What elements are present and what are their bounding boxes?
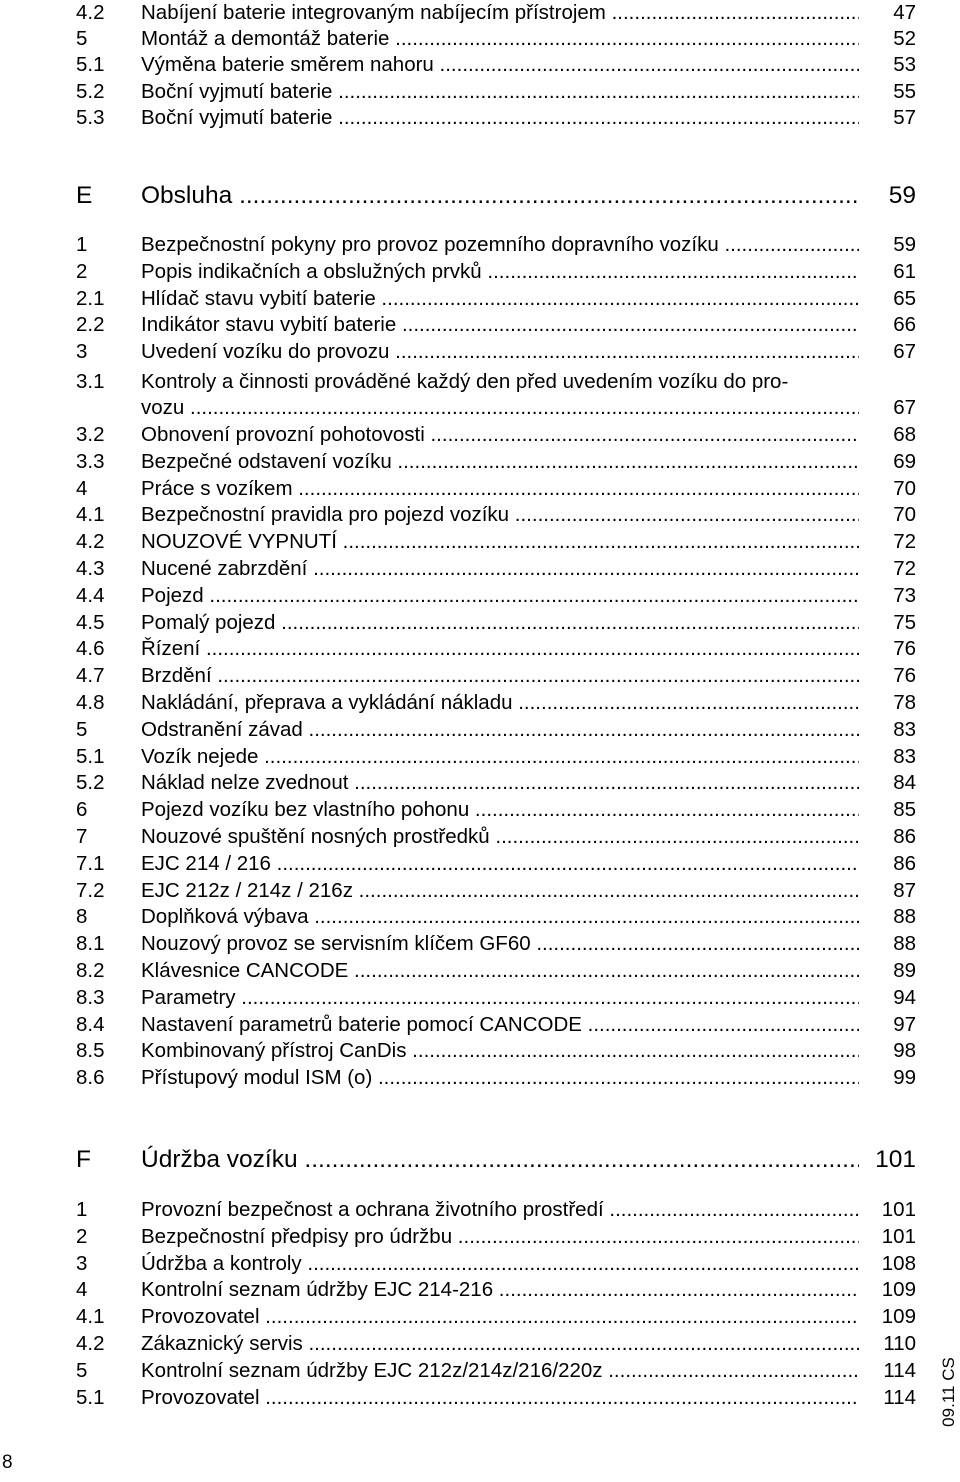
entry-page: 85 xyxy=(893,798,916,822)
toc-entry[interactable] xyxy=(76,449,916,475)
entry-title: Pojezd ..... xyxy=(141,583,859,609)
toc-entry[interactable] xyxy=(76,583,916,609)
toc-entry[interactable] xyxy=(76,1224,916,1250)
entry-page: 114 xyxy=(883,1358,916,1382)
entry-number: 5.3 xyxy=(76,105,105,129)
entry-title: Nabíjení baterie integrovaným nabíjecím přístrojem ..... xyxy=(141,0,859,26)
entry-page: 67 xyxy=(893,396,916,419)
entry-title: Výměna baterie směrem nahoru ..... xyxy=(141,52,859,78)
entry-number: 8.2 xyxy=(76,959,105,982)
entry-page: 99 xyxy=(893,1066,916,1090)
entry-title: Bezpečnostní pokyny pro provoz pozemního dopravního vozíku ..... xyxy=(141,232,859,258)
entry-number: 5.1 xyxy=(76,744,105,768)
toc-entry[interactable] xyxy=(76,663,916,689)
toc-entry[interactable] xyxy=(76,824,916,850)
entry-number: 2 xyxy=(76,1224,88,1248)
toc-entry[interactable] xyxy=(76,259,916,285)
toc-entry[interactable] xyxy=(76,79,916,105)
toc-entry[interactable] xyxy=(76,556,916,582)
entry-number: 2 xyxy=(76,259,88,283)
chapter-heading[interactable] xyxy=(76,179,916,213)
entry-page: 59 xyxy=(893,233,916,256)
toc-entry[interactable] xyxy=(76,851,916,877)
toc-entry[interactable] xyxy=(76,1065,916,1091)
entry-page: 98 xyxy=(893,1039,916,1063)
entry-number: 4.3 xyxy=(76,557,105,580)
entry-page: 66 xyxy=(893,313,916,337)
toc-entry[interactable] xyxy=(76,636,916,662)
toc-entry[interactable] xyxy=(76,1012,916,1038)
entry-title: Náklad nelze zvednout ..... xyxy=(141,770,859,796)
entry-number: 4.7 xyxy=(76,664,105,688)
entry-number: 5.1 xyxy=(76,53,105,77)
toc-entry[interactable] xyxy=(76,1385,916,1411)
toc-entry[interactable] xyxy=(76,797,916,823)
toc-entry[interactable] xyxy=(76,502,916,528)
entry-page: 61 xyxy=(893,259,916,283)
entry-page: 86 xyxy=(893,851,916,875)
entry-title: NOUZOVÉ VYPNUTÍ ..... xyxy=(141,529,859,555)
entry-title: Indikátor stavu vybití baterie ..... xyxy=(141,312,859,338)
entry-page: 76 xyxy=(893,637,916,661)
entry-number: 6 xyxy=(76,798,88,822)
entry-title: Nakládání, přeprava a vykládání nákladu ..... xyxy=(141,690,859,716)
entry-page: 70 xyxy=(893,503,916,527)
entry-title: EJC 214 / 216 ..... xyxy=(141,851,859,877)
entry-number: 7.2 xyxy=(76,878,105,902)
entry-page: 109 xyxy=(881,1278,916,1302)
entry-title: Odstranění závad ..... xyxy=(141,717,859,743)
entry-number: 8.5 xyxy=(76,1039,105,1063)
toc-entry[interactable] xyxy=(76,1251,916,1277)
entry-number: 4.5 xyxy=(76,610,105,634)
entry-page: 55 xyxy=(893,79,916,103)
toc-entry[interactable] xyxy=(76,312,916,338)
entry-number: 5 xyxy=(76,27,88,51)
entry-number: 3.3 xyxy=(76,449,105,473)
toc-entry[interactable] xyxy=(76,610,916,636)
toc-entry[interactable] xyxy=(76,744,916,770)
entry-title: Provozovatel ..... xyxy=(141,1304,859,1330)
entry-page: 57 xyxy=(893,105,916,129)
entry-page: 72 xyxy=(893,530,916,554)
entry-title: Klávesnice CANCODE ..... xyxy=(141,958,859,984)
toc-entry[interactable] xyxy=(76,770,916,796)
entry-number: 5 xyxy=(76,1358,88,1382)
toc-entry[interactable] xyxy=(76,878,916,904)
toc-entry[interactable] xyxy=(76,1197,916,1223)
entry-page: 101 xyxy=(881,1224,916,1248)
entry-title: Bezpečnostní pravidla pro pojezd vozíku ..... xyxy=(141,502,859,528)
entry-number: 4.4 xyxy=(76,583,105,607)
entry-title: Údržba a kontroly ..... xyxy=(141,1251,859,1277)
entry-page: 83 xyxy=(893,717,916,741)
entry-title: Brzdění ..... xyxy=(141,663,859,689)
toc-entry[interactable] xyxy=(76,232,916,258)
entry-page: 114 xyxy=(883,1385,916,1409)
entry-title: Nastavení parametrů baterie pomocí CANCODE ..... xyxy=(141,1012,859,1038)
entry-page: 69 xyxy=(893,449,916,473)
entry-title: Obsluha ..... xyxy=(141,179,859,213)
entry-title: Nouzové spuštění nosných prostředků ..... xyxy=(141,824,859,850)
entry-title: Přístupový modul ISM (o) ..... xyxy=(141,1065,859,1091)
entry-title: Řízení ..... xyxy=(141,636,859,662)
entry-page: 67 xyxy=(893,340,916,364)
entry-title: Provozní bezpečnost a ochrana životního prostředí ..... xyxy=(141,1197,859,1223)
entry-title: Bezpečné odstavení vozíku ..... xyxy=(141,449,859,475)
toc-entry[interactable] xyxy=(76,529,916,555)
toc-entry[interactable] xyxy=(76,985,916,1011)
entry-number: F xyxy=(76,1146,91,1173)
entry-number: 4.8 xyxy=(76,691,105,714)
entry-title: Boční vyjmutí baterie ..... xyxy=(141,79,859,105)
entry-number: 8.1 xyxy=(76,932,105,956)
entry-title: Kontrolní seznam údržby EJC 214-216 ..... xyxy=(141,1277,859,1303)
entry-number: 1 xyxy=(76,233,88,256)
entry-title-line2: vozu ..... xyxy=(141,395,859,421)
toc-entry[interactable] xyxy=(76,931,916,957)
entry-number: 3 xyxy=(76,1251,88,1275)
entry-page: 70 xyxy=(893,476,916,500)
entry-number: 4 xyxy=(76,476,88,500)
entry-page: 72 xyxy=(893,557,916,580)
entry-page: 47 xyxy=(893,1,916,24)
entry-number: 4.2 xyxy=(76,1332,105,1355)
toc-entry[interactable] xyxy=(76,717,916,743)
entry-title: Doplňková výbava ..... xyxy=(141,904,859,930)
toc-entry[interactable] xyxy=(76,26,916,52)
toc-entry[interactable] xyxy=(76,286,916,312)
edition-date-text: 09.11 CS xyxy=(939,1357,958,1427)
entry-title: Popis indikačních a obslužných prvků ..... xyxy=(141,259,859,285)
entry-number: 4.2 xyxy=(76,1,105,24)
entry-page: 101 xyxy=(875,1146,916,1173)
entry-page: 101 xyxy=(881,1198,916,1221)
entry-number: E xyxy=(76,182,93,209)
entry-number: 4.2 xyxy=(76,530,105,554)
chapter-heading[interactable] xyxy=(76,1143,916,1177)
entry-title: Vozík nejede ..... xyxy=(141,744,859,770)
entry-number: 2.1 xyxy=(76,286,105,310)
toc-entry[interactable] xyxy=(76,690,916,716)
entry-page: 94 xyxy=(893,985,916,1009)
entry-title: Hlídač stavu vybití baterie ..... xyxy=(141,286,859,312)
entry-page: 88 xyxy=(893,905,916,929)
edition-date-label xyxy=(936,1352,960,1432)
entry-number: 3.1 xyxy=(76,370,105,393)
entry-page: 108 xyxy=(881,1251,916,1275)
entry-page: 59 xyxy=(888,182,916,209)
entry-page: 78 xyxy=(893,691,916,714)
toc-entry[interactable] xyxy=(76,422,916,448)
toc-entry[interactable] xyxy=(76,105,916,131)
entry-title-line1: Kontroly a činnosti prováděné každý den před uvedením vozíku do pro- xyxy=(141,370,789,393)
entry-page: 88 xyxy=(893,932,916,956)
page-number: 8 xyxy=(2,1452,13,1473)
entry-page: 87 xyxy=(893,878,916,902)
entry-page: 83 xyxy=(893,744,916,768)
entry-number: 7 xyxy=(76,825,88,848)
entry-title: Zákaznický servis ..... xyxy=(141,1331,859,1357)
entry-page: 53 xyxy=(893,53,916,77)
entry-page: 76 xyxy=(893,664,916,688)
entry-page: 86 xyxy=(893,825,916,848)
entry-page: 84 xyxy=(893,771,916,795)
toc-entry[interactable] xyxy=(76,1304,916,1330)
entry-number: 3 xyxy=(76,340,88,364)
entry-number: 8.3 xyxy=(76,985,105,1009)
entry-title: Obnovení provozní pohotovosti ..... xyxy=(141,422,859,448)
entry-number: 4.1 xyxy=(76,503,105,527)
toc-entry[interactable] xyxy=(76,958,916,984)
toc-entry[interactable] xyxy=(76,476,916,502)
entry-title: Práce s vozíkem ..... xyxy=(141,476,859,502)
entry-number: 2.2 xyxy=(76,313,105,337)
entry-number: 1 xyxy=(76,1198,88,1221)
entry-title: EJC 212z / 214z / 216z ..... xyxy=(141,878,859,904)
toc-entry[interactable] xyxy=(76,0,916,26)
entry-page: 75 xyxy=(893,610,916,634)
entry-number: 4.1 xyxy=(76,1305,105,1329)
entry-title: Montáž a demontáž baterie ..... xyxy=(141,26,859,52)
entry-number: 5.2 xyxy=(76,771,105,795)
entry-page: 52 xyxy=(893,27,916,51)
toc-entry[interactable] xyxy=(76,1358,916,1384)
entry-title: Údržba vozíku ..... xyxy=(141,1143,859,1177)
entry-number: 5.1 xyxy=(76,1385,105,1409)
toc-entry[interactable] xyxy=(76,1277,916,1303)
entry-number: 5.2 xyxy=(76,79,105,103)
entry-title: Kontrolní seznam údržby EJC 212z/214z/216/220z ..... xyxy=(141,1358,859,1384)
entry-number: 8.6 xyxy=(76,1066,105,1090)
toc-entry[interactable] xyxy=(76,369,916,421)
entry-title: Bezpečnostní předpisy pro údržbu ..... xyxy=(141,1224,859,1250)
entry-title: Pojezd vozíku bez vlastního pohonu ..... xyxy=(141,797,859,823)
entry-title: Provozovatel ..... xyxy=(141,1385,859,1411)
entry-number: 3.2 xyxy=(76,423,105,446)
entry-number: 4 xyxy=(76,1278,88,1302)
entry-title: Uvedení vozíku do provozu ..... xyxy=(141,339,859,365)
toc-entry[interactable] xyxy=(76,904,916,930)
entry-number: 8.4 xyxy=(76,1012,105,1036)
entry-title: Nouzový provoz se servisním klíčem GF60 ..... xyxy=(141,931,859,957)
entry-page: 89 xyxy=(893,959,916,982)
toc-entry[interactable] xyxy=(76,1331,916,1357)
entry-page: 109 xyxy=(881,1305,916,1329)
entry-page: 97 xyxy=(893,1012,916,1036)
toc-entry[interactable] xyxy=(76,339,916,365)
entry-title: Pomalý pojezd ..... xyxy=(141,610,859,636)
entry-title: Parametry ..... xyxy=(141,985,859,1011)
entry-page: 68 xyxy=(893,423,916,446)
entry-number: 7.1 xyxy=(76,851,105,875)
entry-page: 65 xyxy=(893,286,916,310)
toc-entry[interactable] xyxy=(76,1038,916,1064)
toc-entry[interactable] xyxy=(76,52,916,78)
entry-title: Boční vyjmutí baterie ..... xyxy=(141,105,859,131)
entry-title: Kombinovaný přístroj CanDis ..... xyxy=(141,1038,859,1064)
entry-page: 110 xyxy=(883,1332,916,1355)
entry-number: 5 xyxy=(76,717,88,741)
entry-title: Nucené zabrzdění ..... xyxy=(141,556,859,582)
entry-number: 4.6 xyxy=(76,637,105,661)
entry-number: 8 xyxy=(76,905,88,929)
entry-page: 73 xyxy=(893,583,916,607)
